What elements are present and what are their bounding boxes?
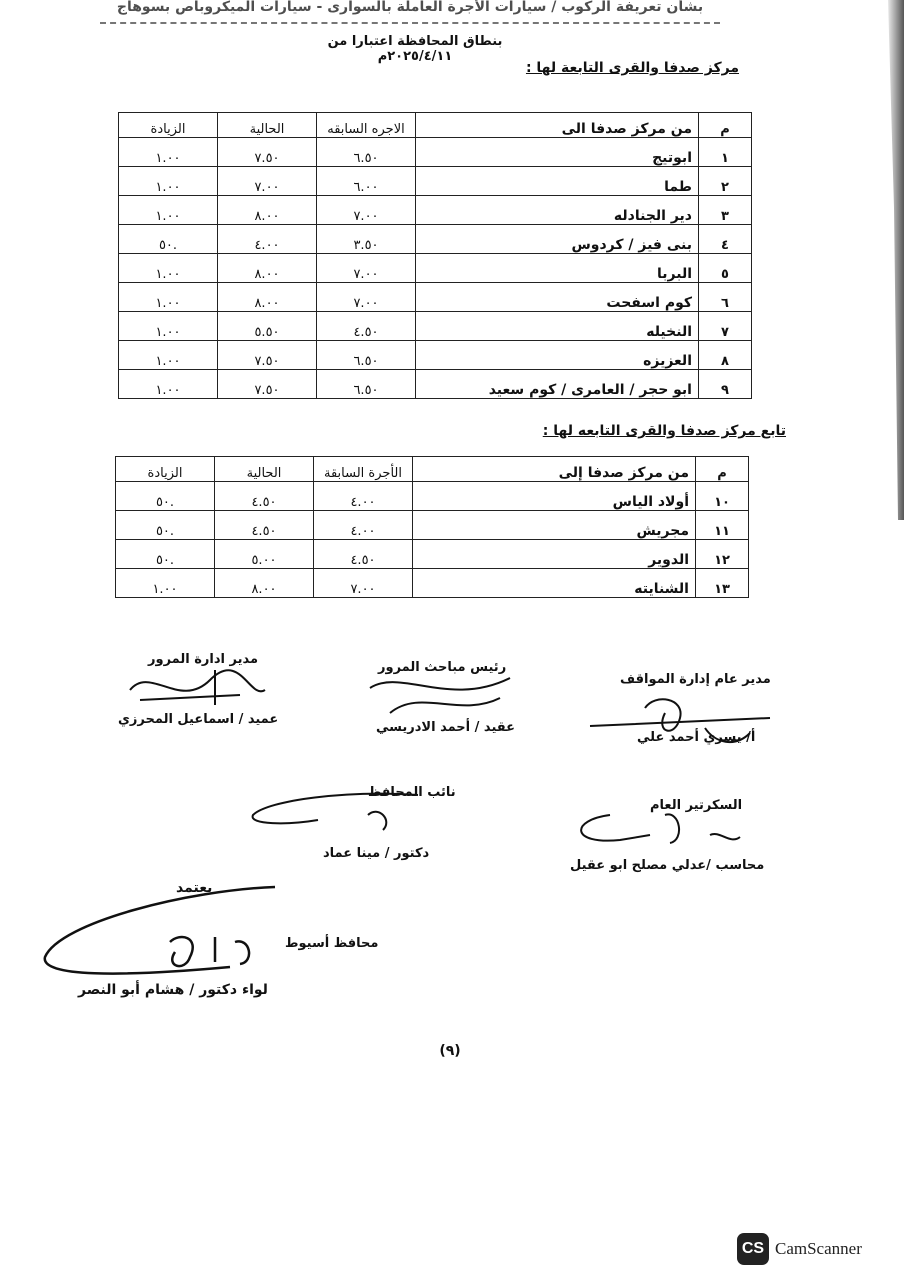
row-num: ٧ — [699, 312, 752, 341]
col-header-dest: من مركز صدفا إلى — [413, 457, 696, 482]
approve-label: يعتمد — [176, 880, 213, 896]
row-current: ٨.٠٠ — [218, 196, 317, 225]
col-header-prev: الأجرة السابقة — [314, 457, 413, 482]
row-prev: ٤.٥٠ — [314, 540, 413, 569]
row-current: ٤.٥٠ — [215, 482, 314, 511]
table-row — [116, 482, 749, 511]
table-row — [116, 540, 749, 569]
table-row — [119, 167, 752, 196]
row-increase: .٥٠ — [116, 540, 215, 569]
row-prev: ٤.٥٠ — [317, 312, 416, 341]
row-dest: ابوتيج — [416, 138, 699, 167]
row-increase: ١.٠٠ — [119, 370, 218, 399]
row-current: ٤.٥٠ — [215, 511, 314, 540]
table-row — [119, 225, 752, 254]
row-num: ٥ — [699, 254, 752, 283]
deputy-name: دكتور / مينا عماد — [323, 846, 430, 861]
row-prev: ٦.٥٠ — [317, 138, 416, 167]
table-row — [119, 283, 752, 312]
row-num: ٢ — [699, 167, 752, 196]
row-dest: طما — [416, 167, 699, 196]
table-header-row — [119, 113, 752, 138]
effective-date-line: بنطاق المحافظة اعتبارا من ٢٠٢٥/٤/١١م — [327, 34, 503, 64]
row-dest: كوم اسفحت — [416, 283, 699, 312]
row-num: ١٣ — [696, 569, 749, 598]
row-dest: مجريش — [413, 511, 696, 540]
secretary-title: السكرتير العام — [650, 798, 743, 813]
row-dest: ابو حجر / العامرى / كوم سعيد — [416, 370, 699, 399]
col-header-increase: الزيادة — [116, 457, 215, 482]
table-row — [119, 254, 752, 283]
row-num: ١٢ — [696, 540, 749, 569]
row-prev: ٧.٠٠ — [314, 569, 413, 598]
col-header-num: م — [699, 113, 752, 138]
section1-fare-table — [118, 112, 752, 399]
section2-fare-table — [115, 456, 749, 598]
traffic-manager-title: مدير ادارة المرور — [148, 652, 259, 667]
row-increase: ١.٠٠ — [119, 167, 218, 196]
col-header-increase: الزيادة — [119, 113, 218, 138]
table-header-row — [116, 457, 749, 482]
parking-name: أ/ يسري أحمد علي — [637, 730, 756, 745]
row-prev: ٦.٥٠ — [317, 341, 416, 370]
table-row — [119, 312, 752, 341]
table-row — [119, 196, 752, 225]
row-prev: ٧.٠٠ — [317, 196, 416, 225]
row-increase: ١.٠٠ — [119, 196, 218, 225]
row-increase: .٥٠ — [116, 511, 215, 540]
camscanner-label: CamScanner — [775, 1239, 862, 1258]
row-num: ١١ — [696, 511, 749, 540]
row-num: ٦ — [699, 283, 752, 312]
row-num: ١ — [699, 138, 752, 167]
row-current: ٧.٥٠ — [218, 341, 317, 370]
row-current: ٨.٠٠ — [215, 569, 314, 598]
row-dest: أولاد الياس — [413, 482, 696, 511]
col-header-current: الحالية — [215, 457, 314, 482]
investigations-title: رئيس مباحث المرور — [378, 660, 507, 675]
secretary-signature — [570, 805, 750, 855]
table-row — [116, 511, 749, 540]
row-increase: .٥٠ — [116, 482, 215, 511]
parking-title: مدير عام إدارة المواقف — [620, 672, 771, 687]
col-header-dest: من مركز صدفا الى — [416, 113, 699, 138]
traffic-manager-signature — [120, 660, 270, 715]
camscanner-logo-icon: CS — [737, 1233, 769, 1265]
deputy-title: نائب المحافظ — [368, 785, 456, 800]
row-increase: ١.٠٠ — [119, 283, 218, 312]
row-current: ٥.٥٠ — [218, 312, 317, 341]
row-dest: الدوير — [413, 540, 696, 569]
traffic-manager-name: عميد / اسماعيل المحرزي — [118, 712, 279, 727]
col-header-prev: الاجره السابقه — [317, 113, 416, 138]
col-header-num: م — [696, 457, 749, 482]
section1-heading: مركز صدفا والقرى التابعة لها : — [525, 60, 739, 76]
row-dest: بنى فيز / كردوس — [416, 225, 699, 254]
page-number: (٩) — [439, 1043, 461, 1059]
investigations-signature — [360, 668, 520, 723]
cut-off-title-line: بشأن تعريفة الركوب / سيارات الأجرة العاملة بالسوارى - سيارات الميكروباص بسوهاج — [100, 0, 720, 24]
row-increase: ١.٠٠ — [119, 341, 218, 370]
row-prev: ٦.٥٠ — [317, 370, 416, 399]
row-current: ٥.٠٠ — [215, 540, 314, 569]
row-num: ١٠ — [696, 482, 749, 511]
row-current: ٧.٥٠ — [218, 138, 317, 167]
table-row — [119, 138, 752, 167]
secretary-name: محاسب /عدلي مصلح ابو عقيل — [570, 858, 765, 873]
row-increase: .٥٠ — [119, 225, 218, 254]
deputy-signature — [248, 790, 428, 835]
row-increase: ١.٠٠ — [119, 254, 218, 283]
row-num: ٤ — [699, 225, 752, 254]
row-increase: ١.٠٠ — [116, 569, 215, 598]
table-row — [116, 569, 749, 598]
row-prev: ٧.٠٠ — [317, 254, 416, 283]
row-num: ٣ — [699, 196, 752, 225]
camscanner-watermark — [737, 1233, 862, 1265]
row-current: ٤.٠٠ — [218, 225, 317, 254]
row-num: ٨ — [699, 341, 752, 370]
row-prev: ٦.٠٠ — [317, 167, 416, 196]
row-increase: ١.٠٠ — [119, 312, 218, 341]
row-current: ٧.٥٠ — [218, 370, 317, 399]
row-dest: البربا — [416, 254, 699, 283]
col-header-current: الحالية — [218, 113, 317, 138]
table-row — [119, 370, 752, 399]
row-dest: النخيله — [416, 312, 699, 341]
row-prev: ٤.٠٠ — [314, 511, 413, 540]
governor-signature — [40, 882, 280, 992]
row-num: ٩ — [699, 370, 752, 399]
row-current: ٧.٠٠ — [218, 167, 317, 196]
governor-title: محافظ أسيوط — [285, 936, 379, 951]
section2-heading: تابع مركز صدفا والقرى التابعه لها : — [542, 423, 786, 439]
table-row — [119, 341, 752, 370]
row-dest: دير الجنادله — [416, 196, 699, 225]
row-prev: ٧.٠٠ — [317, 283, 416, 312]
row-increase: ١.٠٠ — [119, 138, 218, 167]
row-dest: العزيزه — [416, 341, 699, 370]
row-prev: ٤.٠٠ — [314, 482, 413, 511]
row-current: ٨.٠٠ — [218, 254, 317, 283]
row-prev: ٣.٥٠ — [317, 225, 416, 254]
governor-name: لواء دكتور / هشام أبو النصر — [78, 982, 268, 998]
row-dest: الشنايته — [413, 569, 696, 598]
row-current: ٨.٠٠ — [218, 283, 317, 312]
investigations-name: عقيد / أحمد الادريسي — [376, 720, 515, 735]
page-fold-shadow — [864, 0, 904, 520]
